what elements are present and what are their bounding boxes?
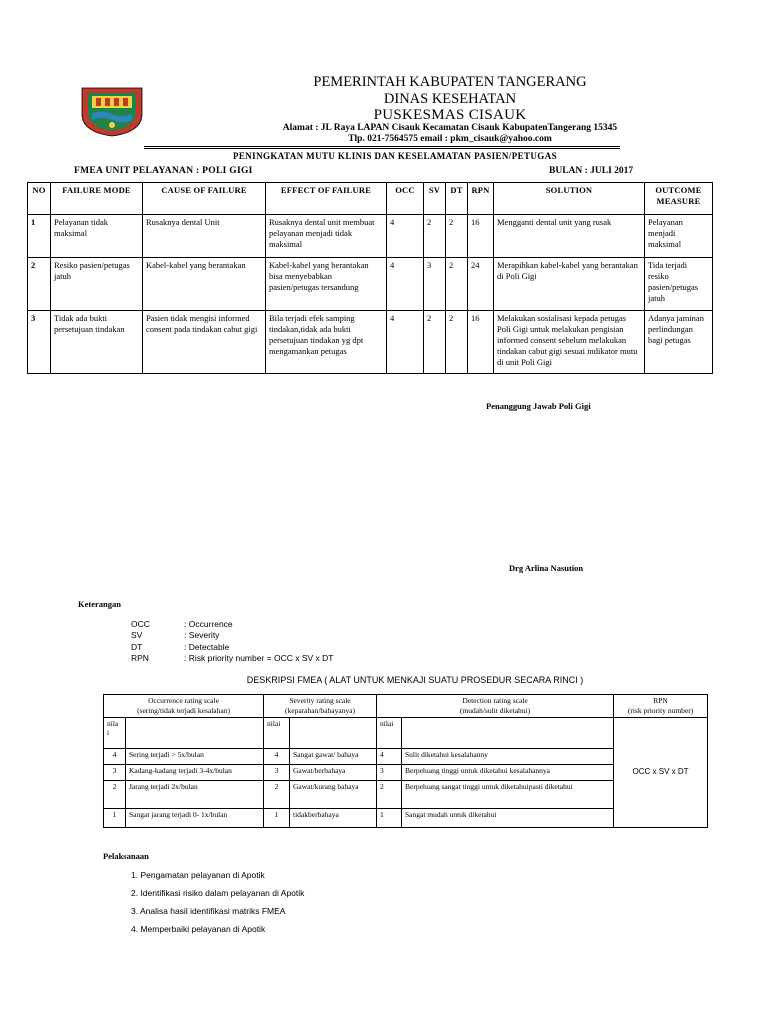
table-cell: 24 — [468, 258, 494, 311]
fmea-header-cell: FAILURE MODE — [51, 183, 143, 215]
table-cell — [402, 717, 614, 748]
table-cell: 3 — [377, 764, 402, 780]
table-cell: Tida terjadi resiko pasien/petugas jatuh — [645, 258, 713, 311]
header-phone: Tlp. 021-7564575 email : pkm_cisauk@yahoo.com — [348, 134, 552, 144]
table-cell: Melakukan sosialisasi kepada petugas Poli Gigi untuk melakukan pengisian informed consent sebelum melakukan tindakan cabut gigi sesuai indikator mutu di unit Poli Gigi — [494, 311, 645, 374]
table-cell: Kadang-kadang terjadi 3-4x/bulan — [126, 764, 264, 780]
table-cell: Pelayanan tidak maksimal — [51, 215, 143, 258]
header-department: DINAS KESEHATAN — [383, 91, 517, 107]
legend-key: SV — [131, 630, 143, 640]
legend-value: : Detectable — [184, 642, 230, 652]
table-cell: Sulit diketahui kesalahanny — [402, 748, 614, 764]
table-cell: 2 — [28, 258, 51, 311]
table-cell: Pasien tidak mengisi informed consent pada tindakan cabut gigi — [143, 311, 266, 374]
header-puskesmas: PUSKESMAS CISAUK — [373, 107, 527, 123]
fmea-header-cell: RPN — [468, 183, 494, 215]
legend-value: : Occurrence — [184, 619, 233, 629]
table-cell: 2 — [424, 311, 446, 374]
table-cell: Gawat/berbahaya — [290, 764, 377, 780]
deskripsi-title: DESKRIPSI FMEA ( ALAT UNTUK MENKAJI SUATU PROSEDUR SECARA RINCI ) — [246, 675, 584, 685]
table-cell: 3 — [424, 258, 446, 311]
fmea-unit-label: FMEA UNIT PELAYANAN : POLI GIGI — [74, 166, 253, 176]
table-cell: Kabel-kabel yang berantakan — [143, 258, 266, 311]
fmea-header-row — [28, 183, 713, 215]
table-row — [28, 215, 713, 258]
table-cell: 1 — [104, 808, 126, 827]
list-item: 3. Analisa hasil identifikasi matriks FMEA — [131, 906, 286, 916]
table-cell: Pelayanan menjadi maksimal — [645, 215, 713, 258]
severity-header-sub: (keparahan/bahayanya) — [285, 705, 355, 715]
detection-header-sub: (mudah/sulit diketahui) — [459, 705, 531, 715]
month-label: BULAN : JULI 2017 — [549, 166, 634, 176]
table-cell: Adanya jaminan perlindungan bagi petugas — [645, 311, 713, 374]
table-cell: Rusaknya dental Unit — [143, 215, 266, 258]
table-cell: 4 — [387, 258, 424, 311]
pelaksanaan-list — [131, 870, 304, 942]
table-cell: 3 — [28, 311, 51, 374]
table-cell: 4 — [264, 748, 290, 764]
list-item: 1. Pengamatan pelayanan di Apotik — [131, 870, 265, 880]
list-item: 2. Identifikasi risiko dalam pelayanan di Apotik — [131, 888, 305, 898]
table-cell: Berpeluang sangat tinggi untuk diketahuipasti diketahui — [402, 780, 614, 808]
table-cell: 16 — [468, 215, 494, 258]
header-address: Alamat : JL Raya LAPAN Cisauk Kecamatan Cisauk KabupatenTangerang 15345 — [282, 123, 618, 133]
fmea-table — [27, 182, 713, 374]
severity-header — [264, 695, 377, 718]
table-cell: Mengganti dental unit yang rusak — [494, 215, 645, 258]
legend-key: RPN — [131, 653, 149, 663]
table-cell: 2 — [424, 215, 446, 258]
table-cell: 2 — [446, 311, 468, 374]
severity-header-title: Severity rating scale — [289, 696, 351, 705]
legend-value: : Severity — [184, 630, 220, 640]
table-cell: 4 — [377, 748, 402, 764]
table-cell: 2 — [377, 780, 402, 808]
table-cell: 2 — [104, 780, 126, 808]
puskesmas-logo — [78, 84, 146, 138]
table-cell: Bila terjadi efek samping tindakan,tidak ada bukti persetujuan tindakan yg dpt mengamankan petugas — [266, 311, 387, 374]
table-cell: 3 — [104, 764, 126, 780]
table-cell: tidakberbahaya — [290, 808, 377, 827]
table-cell — [126, 717, 264, 748]
legend-key: OCC — [131, 619, 150, 629]
table-row — [28, 311, 713, 374]
rpn-formula: OCC x SV x DT — [614, 717, 708, 827]
legend-key: DT — [131, 642, 143, 652]
table-cell: Rusaknya dental unit membuat pelayanan menjadi tidak maksimal — [266, 215, 387, 258]
rpn-header — [614, 695, 708, 718]
table-row — [28, 258, 713, 311]
table-cell: Berpeluang tinggi untuk diketahui kesalahannya — [402, 764, 614, 780]
signature-name: Drg Arlina Nasution — [509, 563, 584, 573]
table-cell: Resiko pasien/petugas jatuh — [51, 258, 143, 311]
table-cell — [290, 717, 377, 748]
nilai-label: nilai — [377, 717, 402, 748]
table-cell: Sangat jarang terjadi 0- 1x/bulan — [126, 808, 264, 827]
table-cell: 3 — [264, 764, 290, 780]
table-cell: Tidak ada bukti persetujuan tindakan — [51, 311, 143, 374]
table-cell: Sangat mudah untuk diketahui — [402, 808, 614, 827]
fmea-header-cell: EFFECT OF FAILURE — [266, 183, 387, 215]
fmea-header-cell: SV — [424, 183, 446, 215]
list-item: 4. Memperbaiki pelayanan di Apotik — [131, 924, 266, 934]
header-divider-2 — [144, 148, 620, 149]
table-cell: 1 — [28, 215, 51, 258]
table-cell: Merapihkan kabel-kabel yang berantakan di Poli Gigi — [494, 258, 645, 311]
signature-title: Penanggung Jawab Poli Gigi — [486, 401, 591, 411]
header-divider — [144, 146, 620, 147]
deskripsi-header-row — [104, 695, 708, 718]
table-cell: Kabel-kabel yang berantakan bisa menyebabkan pasien/petugas tersandung — [266, 258, 387, 311]
nilai-row — [104, 717, 708, 748]
table-cell: Jarang terjadi 2x/bulan — [126, 780, 264, 808]
table-cell: 2 — [446, 215, 468, 258]
fmea-header-cell: OUTCOME MEASURE — [645, 183, 713, 215]
rpn-header-sub: (risk priority number) — [627, 705, 694, 715]
table-cell: 1 — [264, 808, 290, 827]
table-cell: 4 — [104, 748, 126, 764]
table-cell: 4 — [387, 311, 424, 374]
nilai-label: nilai — [264, 717, 290, 748]
deskripsi-table — [103, 694, 708, 828]
occurrence-header — [104, 695, 264, 718]
table-cell: Sering terjadi > 5x/bulan — [126, 748, 264, 764]
table-cell: Gawat/kurang bahaya — [290, 780, 377, 808]
table-cell: 16 — [468, 311, 494, 374]
occurrence-header-title: Occurrence rating scale — [148, 696, 219, 705]
keterangan-title: Keterangan — [78, 599, 121, 609]
fmea-header-cell: NO — [28, 183, 51, 215]
detection-header-title: Detection rating scale — [462, 696, 528, 705]
rpn-header-title: RPN — [653, 696, 668, 705]
document-subtitle: PENINGKATAN MUTU KLINIS DAN KESELAMATAN PASIEN/PETUGAS — [232, 151, 558, 161]
table-cell: 4 — [387, 215, 424, 258]
table-cell: 2 — [264, 780, 290, 808]
header-government: PEMERINTAH KABUPATEN TANGERANG — [313, 74, 587, 90]
fmea-header-cell: CAUSE OF FAILURE — [143, 183, 266, 215]
detection-header — [377, 695, 614, 718]
fmea-header-cell: OCC — [387, 183, 424, 215]
nilai-label — [104, 717, 126, 748]
fmea-header-cell: SOLUTION — [494, 183, 645, 215]
fmea-header-cell: DT — [446, 183, 468, 215]
table-cell: 1 — [377, 808, 402, 827]
table-cell: Sangat gawat/ bahaya — [290, 748, 377, 764]
legend-value: : Risk priority number = OCC x SV x DT — [184, 653, 334, 663]
nilai-label-part: i — [107, 728, 110, 738]
pelaksanaan-title: Pelaksanaan — [103, 851, 149, 861]
nilai-label-part: nila — [107, 718, 119, 728]
table-cell: 2 — [446, 258, 468, 311]
occurrence-header-sub: (sering/tidak terjadi kesalahan) — [137, 705, 230, 715]
